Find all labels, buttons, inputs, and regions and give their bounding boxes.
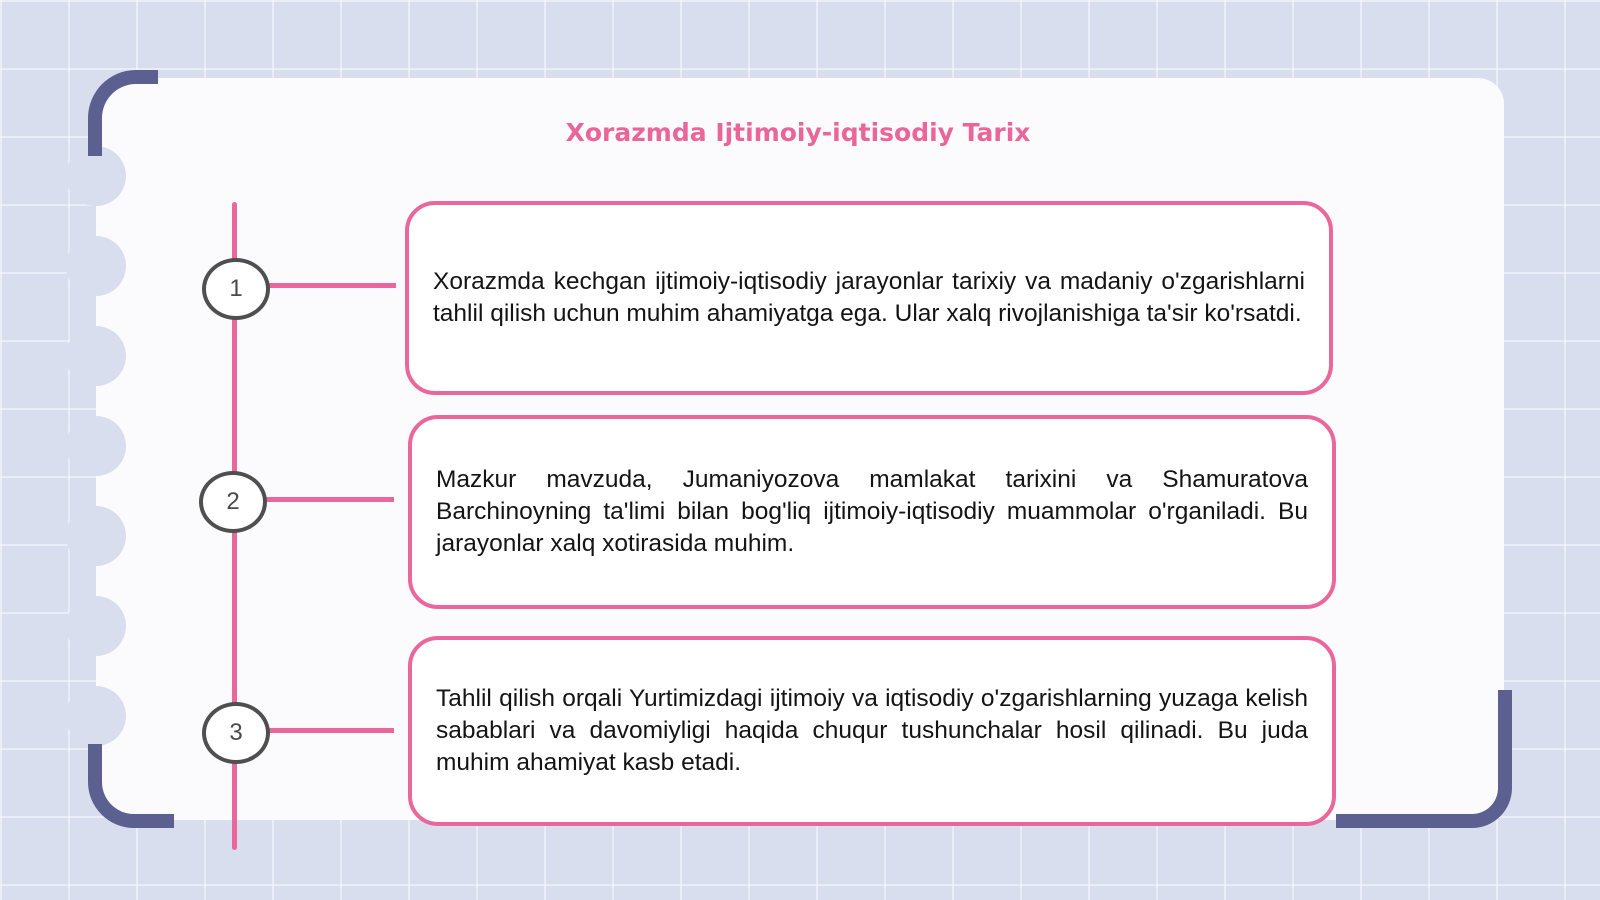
- corner-bracket-bottom-left: [88, 744, 174, 828]
- timeline-node-3: 3: [202, 702, 270, 764]
- timeline-text-box-1: [405, 201, 1333, 395]
- scallop-edge: [66, 506, 126, 566]
- scallop-edge: [66, 416, 126, 476]
- timeline-text-3: Tahlil qilish orqali Yurtimizdagi ijtimoiy va iqtisodiy o'zgarishlarning yuzaga kelish sabablari va davomiyligi haqida chuqur tushunchalar hosil qilinadi. Bu juda muhim ahamiyat kasb etadi.: [436, 685, 1308, 776]
- scallop-edge: [66, 326, 126, 386]
- timeline-node-1: 1: [202, 258, 270, 320]
- slide-title: Xorazmda Ijtimoiy-iqtisodiy Tarix: [565, 118, 1031, 147]
- timeline-connector-1: [262, 283, 396, 288]
- scallop-edge: [66, 686, 126, 746]
- timeline-connector-3: [262, 728, 394, 733]
- timeline-text-box-3: [408, 636, 1336, 826]
- timeline-connector-2: [262, 497, 394, 502]
- timeline-text-2: Mazkur mavzuda, Jumaniyozova mamlakat tarixini va Shamuratova Barchinoyning ta'limi bilan bog'liq ijtimoiy-iqtisodiy muammolar o'rganiladi. Bu jarayonlar xalq xotirasida muhim.: [436, 466, 1308, 557]
- scallop-edge: [66, 596, 126, 656]
- timeline-text-box-2: [408, 415, 1336, 609]
- scallop-edge: [66, 236, 126, 296]
- timeline-node-2: 2: [199, 471, 267, 533]
- corner-bracket-bottom-right: [1336, 690, 1512, 828]
- timeline-text-1: Xorazmda kechgan ijtimoiy-iqtisodiy jarayonlar tarixiy va madaniy o'zgarishlarni tahlil qilish uchun muhim ahamiyatga ega. Ular xalq rivojlanishiga ta'sir ko'rsatdi.: [433, 268, 1305, 327]
